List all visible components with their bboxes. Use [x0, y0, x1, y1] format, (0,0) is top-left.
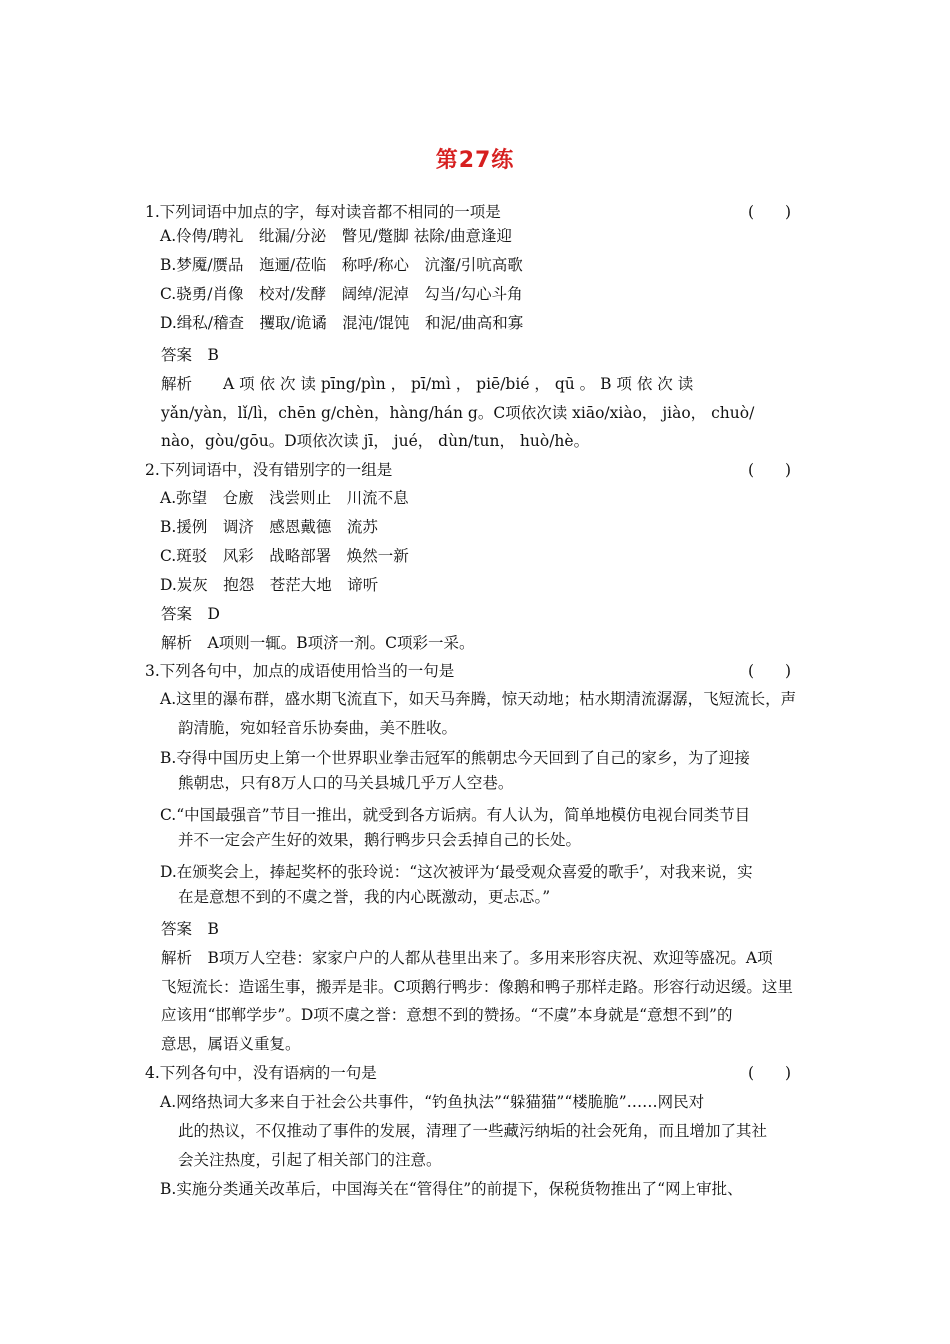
q1-option-c: C.骁勇/肖像 校对/发酵 阔绰/泥淖 勾当/勾心斗角 [160, 285, 523, 303]
q4-option-a-cont: 会关注热度，引起了相关部门的注意。 [178, 1151, 442, 1169]
q2-answer: 答案 D [161, 605, 220, 623]
q1-option-d: D.缉私/稽查 攫取/诡谲 混沌/馄饨 和泥/曲高和寡 [160, 314, 524, 332]
q1-explanation-line: 解析 A 项 依 次 读 pīng/pìn ， pī/mì ， piē/bié ， qū 。 B 项 依 次 读 [161, 375, 694, 393]
page-title: 第27练 [435, 148, 515, 173]
q2-stem: 2.下列词语中，没有错别字的一组是 [145, 461, 393, 479]
q4-option-a-cont: 此的热议，不仅推动了事件的发展，清理了一些藏污纳垢的社会死角，而且增加了其社 [178, 1122, 768, 1140]
q3-option-b-cont: 熊朝忠，只有8万人口的马关县城几乎万人空巷。 [178, 774, 514, 792]
q3-explanation-line: 解析 B项万人空巷：家家户户的人都从巷里出来了。多用来形容庆祝、欢迎等盛况。A项 [161, 949, 773, 967]
q3-option-d-cont: 在是意想不到的不虞之誉，我的内心既激动，更忐忑。” [178, 888, 551, 906]
q2-option-d: D.炭灰 抱怨 苍茫大地 谛听 [160, 576, 379, 594]
q4-option-a: A.网络热词大多来自于社会公共事件，“钓鱼执法”“躲猫猫”“楼脆脆”……网民对 [160, 1093, 705, 1111]
q2-option-c: C.斑驳 风彩 战略部署 焕然一新 [160, 547, 409, 565]
q1-answer-blank: ( ) [748, 203, 792, 221]
q1-stem: 1.下列词语中加点的字，每对读音都不相同的一项是 [145, 203, 501, 221]
q3-stem: 3.下列各句中，加点的成语使用恰当的一句是 [145, 662, 455, 680]
q4-answer-blank: ( ) [748, 1064, 792, 1082]
q3-answer-blank: ( ) [748, 662, 792, 680]
q3-option-c: C.“中国最强音”节目一推出，就受到各方诟病。有人认为，简单地模仿电视台同类节目 [160, 806, 751, 824]
q1-explanation-line: yǎn/yàn，lǐ/lì，chēn g/chèn，hàng/hán g。C项依次读 xiāo/xiào， jiào， chuò/ [161, 404, 755, 422]
q4-stem: 4.下列各句中，没有语病的一句是 [145, 1064, 377, 1082]
q3-explanation-line: 意思，属语义重复。 [161, 1035, 301, 1053]
q4-option-b: B.实施分类通关改革后，中国海关在“管得住”的前提下，保税货物推出了“网上审批、 [160, 1180, 743, 1198]
q3-answer: 答案 B [161, 920, 219, 938]
q3-explanation-line: 飞短流长：造谣生事，搬弄是非。C项鹅行鸭步：像鹅和鸭子那样走路。形容行动迟缓。这里 [161, 978, 793, 996]
q1-option-a: A.伶俜/聘礼 纰漏/分泌 瞥见/蹩脚 祛除/曲意逢迎 [160, 227, 512, 245]
q3-option-c-cont: 并不一定会产生好的效果，鹅行鸭步只会丢掉自己的长处。 [178, 831, 582, 849]
q1-explanation-line: nào，gòu/gōu。D项依次读 jī， jué， dùn/tun， huò/hè。 [161, 432, 590, 450]
q3-option-d: D.在颁奖会上，捧起奖杯的张玲说：“这次被评为‘最受观众喜爱的歌手’，对我来说，实 [160, 863, 753, 881]
q3-option-a: A.这里的瀑布群，盛水期飞流直下，如天马奔腾，惊天动地；枯水期清流潺潺，飞短流长，声 [160, 690, 797, 708]
q2-option-b: B.援例 调济 感恩戴德 流苏 [160, 518, 378, 536]
q1-option-b: B.梦魇/赝品 迤逦/莅临 称呼/称心 沆瀣/引吭高歌 [160, 256, 523, 274]
q3-option-b: B.夺得中国历史上第一个世界职业拳击冠军的熊朝忠今天回到了自己的家乡，为了迎接 [160, 749, 750, 767]
q3-option-a-cont: 韵清脆，宛如轻音乐协奏曲，美不胜收。 [178, 719, 458, 737]
q2-option-a: A.弥望 仓廒 浅尝则止 川流不息 [160, 489, 409, 507]
q2-answer-blank: ( ) [748, 461, 792, 479]
q2-explanation-line: 解析 A项则一辄。B项济一剂。C项彩一采。 [161, 634, 475, 652]
q1-answer: 答案 B [161, 346, 219, 364]
q3-explanation-line: 应该用“邯郸学步”。D项不虞之誉：意想不到的赞扬。“不虞”本身就是“意想不到”的 [161, 1006, 733, 1024]
